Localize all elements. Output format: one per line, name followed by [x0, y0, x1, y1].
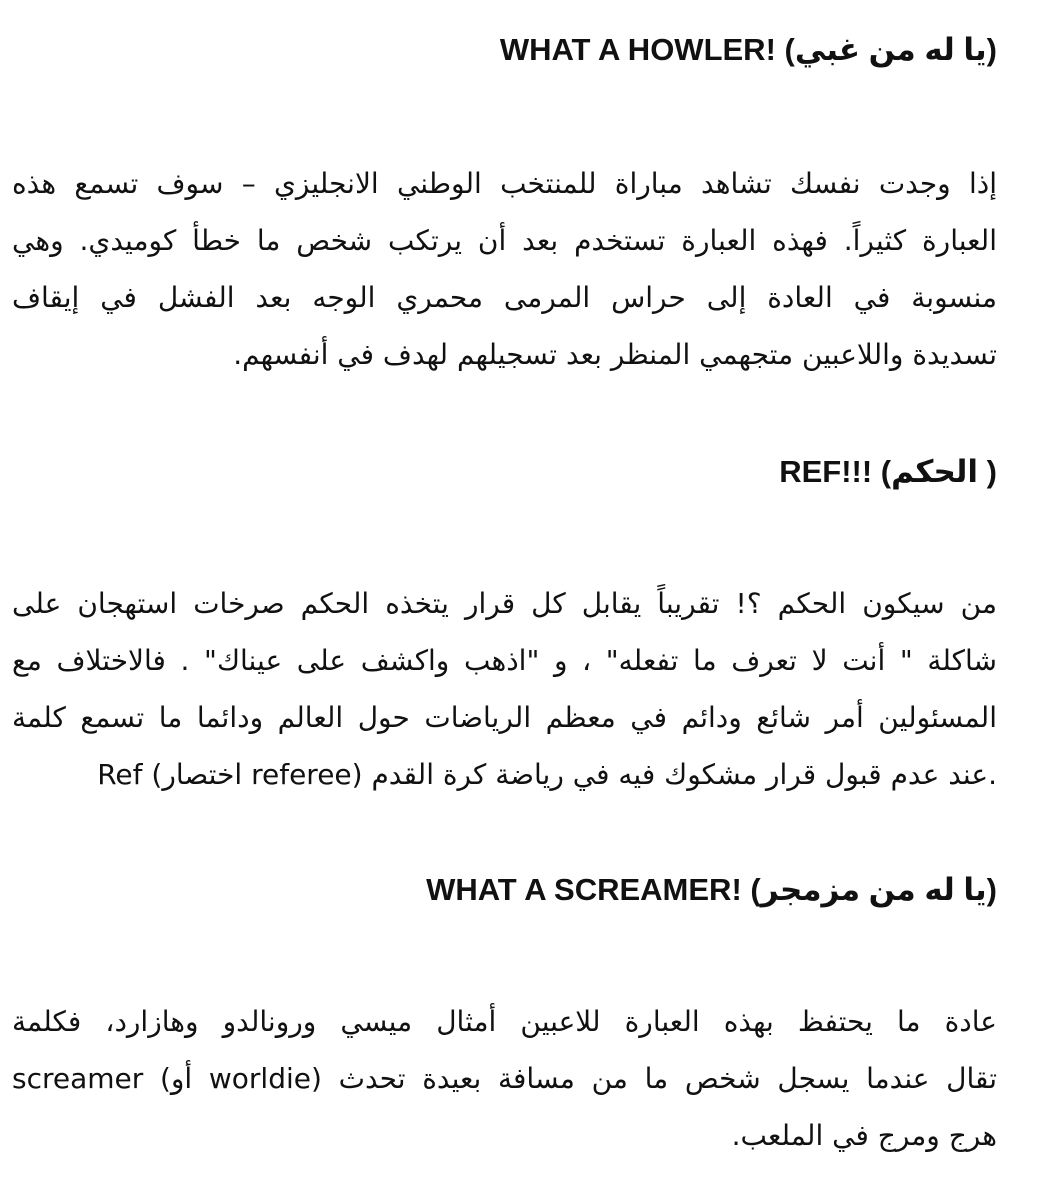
paragraph-line: من سيكون الحكم ؟! تقريباً يقابل كل قرار يتخذه الحكم صرخات استهجان على	[12, 587, 997, 620]
paragraph-line: المسئولين أمر شائع ودائم في معظم الرياضات حول العالم ودائما ما تسمع كلمة	[12, 701, 997, 734]
paragraph-line: Ref (اختصار referee) عند عدم قبول قرار مشكوك فيه في رياضة كرة القدم.	[97, 758, 997, 791]
section-heading-ref: REF!!! (الحكم )	[779, 454, 997, 489]
section-paragraph-howler	[12, 155, 997, 383]
paragraph-line: تسديدة واللاعبين متجهمي المنظر بعد تسجيلهم لهدف في أنفسهم.	[233, 338, 997, 371]
paragraph-line: شاكلة " أنت لا تعرف ما تفعله" ، و "اذهب واكشف على عيناك" . فالاختلاف مع	[12, 644, 997, 677]
section-heading-howler: WHAT A HOWLER! (يا له من غبي)	[499, 32, 997, 67]
paragraph-line: screamer (أو worldie) تقال عندما يسجل شخص ما من مسافة بعيدة تحدث	[12, 1062, 997, 1095]
section-heading-screamer: WHAT A SCREAMER! (يا له من مزمجر)	[426, 872, 997, 907]
paragraph-line: عادة ما يحتفظ بهذه العبارة للاعبين أمثال ميسي ورونالدو وهازارد، فكلمة	[12, 1005, 997, 1038]
section-paragraph-screamer	[12, 993, 997, 1164]
paragraph-line: العبارة كثيراً. فهذه العبارة تستخدم بعد أن يرتكب شخص ما خطأ كوميدي. وهي	[12, 224, 997, 257]
section-paragraph-ref	[12, 575, 997, 803]
paragraph-line: منسوبة في العادة إلى حراس المرمى محمري الوجه بعد الفشل في إيقاف	[12, 281, 997, 314]
paragraph-line: هرج ومرج في الملعب.	[731, 1119, 997, 1152]
paragraph-line: إذا وجدت نفسك تشاهد مباراة للمنتخب الوطني الانجليزي – سوف تسمع هذه	[12, 167, 997, 200]
